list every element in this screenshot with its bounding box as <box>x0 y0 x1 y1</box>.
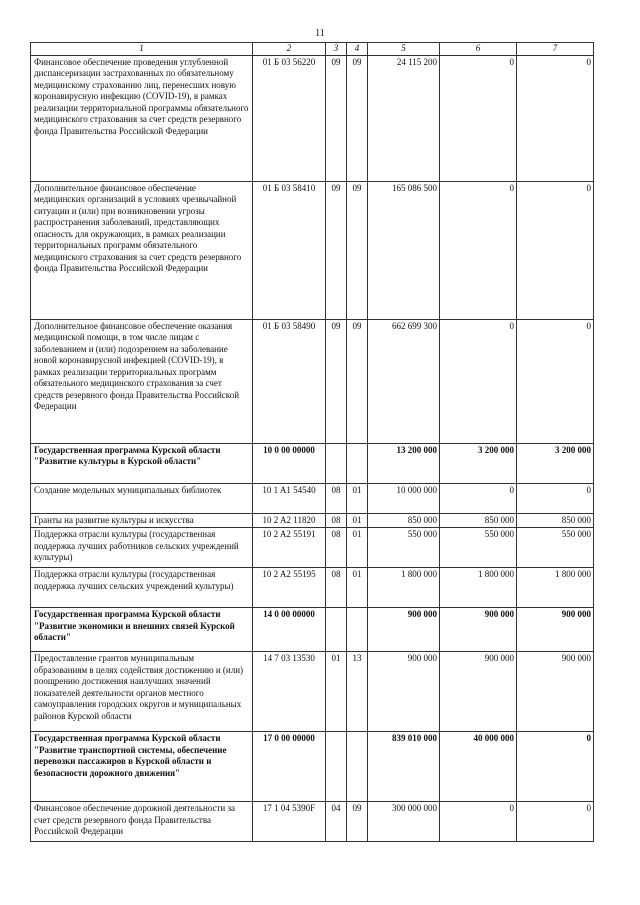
row-value-6: 40 000 000 <box>440 732 517 802</box>
row-subsection <box>347 443 368 483</box>
row-value-7: 3 200 000 <box>517 443 594 483</box>
table-row <box>31 528 594 568</box>
row-value-5: 900 000 <box>368 608 440 652</box>
row-section: 09 <box>326 319 347 443</box>
row-section: 09 <box>326 55 347 181</box>
row-value-5: 900 000 <box>368 652 440 732</box>
header-row <box>31 43 594 56</box>
table-row <box>31 568 594 608</box>
row-name: Предоставление грантов муниципальным образованиям в целях содействия достижению и (или) поощрению достижения наилучших значений показателей деятельности органов местного самоуправления городских округов и муниципальных районов Курской области <box>31 652 253 732</box>
table-row <box>31 181 594 319</box>
row-section: 08 <box>326 528 347 568</box>
row-value-5: 165 086 500 <box>368 181 440 319</box>
row-value-6: 0 <box>440 319 517 443</box>
row-section: 09 <box>326 181 347 319</box>
row-code: 17 0 00 00000 <box>253 732 326 802</box>
row-code: 01 Б 03 58490 <box>253 319 326 443</box>
row-code: 17 1 04 5390F <box>253 802 326 842</box>
row-code: 10 2 A2 55195 <box>253 568 326 608</box>
row-subsection: 09 <box>347 55 368 181</box>
row-value-6: 900 000 <box>440 652 517 732</box>
row-value-7: 1 800 000 <box>517 568 594 608</box>
row-value-5: 24 115 200 <box>368 55 440 181</box>
row-value-7: 0 <box>517 802 594 842</box>
header-col-5: 5 <box>368 43 440 56</box>
row-subsection: 01 <box>347 513 368 528</box>
row-subsection: 01 <box>347 528 368 568</box>
table-row <box>31 802 594 842</box>
row-value-7: 850 000 <box>517 513 594 528</box>
table-row <box>31 483 594 513</box>
row-code: 14 0 00 00000 <box>253 608 326 652</box>
row-value-7: 900 000 <box>517 652 594 732</box>
row-code: 10 2 A2 55191 <box>253 528 326 568</box>
row-value-7: 0 <box>517 319 594 443</box>
row-value-5: 550 000 <box>368 528 440 568</box>
table-row <box>31 513 594 528</box>
table-row-program <box>31 732 594 802</box>
table-row <box>31 652 594 732</box>
table-row <box>31 319 594 443</box>
row-value-7: 0 <box>517 732 594 802</box>
table-row <box>31 55 594 181</box>
row-section: 01 <box>326 652 347 732</box>
row-name: Дополнительное финансовое обеспечение медицинских организаций в условиях чрезвычайной ситуации и (или) при возникновении угрозы распространения заболеваний, представляющих опасность для окружающих, в рамках реализации территориальных программ обязательного медицинского страхования за счет средств резервного фонда Правительства Российской Федерации <box>31 181 253 319</box>
header-col-6: 6 <box>440 43 517 56</box>
row-section <box>326 732 347 802</box>
page-number: 11 <box>315 28 325 39</box>
row-section: 08 <box>326 483 347 513</box>
row-value-6: 0 <box>440 55 517 181</box>
row-value-6: 3 200 000 <box>440 443 517 483</box>
row-name: Финансовое обеспечение дорожной деятельности за счет средств резервного фонда Правительства Российской Федерации <box>31 802 253 842</box>
row-value-5: 850 000 <box>368 513 440 528</box>
header-col-7: 7 <box>517 43 594 56</box>
row-value-6: 0 <box>440 483 517 513</box>
row-code: 14 7 03 13530 <box>253 652 326 732</box>
row-name: Поддержка отрасли культуры (государственная поддержка лучших работников сельских учреждений культуры) <box>31 528 253 568</box>
row-name: Государственная программа Курской области "Развитие экономики и внешних связей Курской области" <box>31 608 253 652</box>
row-name: Гранты на развитие культуры и искусства <box>31 513 253 528</box>
row-code: 10 0 00 00000 <box>253 443 326 483</box>
row-code: 10 2 A2 11820 <box>253 513 326 528</box>
row-value-7: 0 <box>517 483 594 513</box>
row-value-6: 850 000 <box>440 513 517 528</box>
row-value-6: 1 800 000 <box>440 568 517 608</box>
row-value-6: 0 <box>440 181 517 319</box>
row-value-5: 662 699 300 <box>368 319 440 443</box>
row-code: 01 Б 03 58410 <box>253 181 326 319</box>
row-name: Создание модельных муниципальных библиотек <box>31 483 253 513</box>
row-value-7: 900 000 <box>517 608 594 652</box>
row-value-7: 550 000 <box>517 528 594 568</box>
row-subsection: 09 <box>347 319 368 443</box>
row-value-5: 13 200 000 <box>368 443 440 483</box>
header-col-2: 2 <box>253 43 326 56</box>
row-value-6: 550 000 <box>440 528 517 568</box>
row-subsection <box>347 732 368 802</box>
row-subsection: 09 <box>347 802 368 842</box>
row-subsection: 09 <box>347 181 368 319</box>
row-value-5: 300 000 000 <box>368 802 440 842</box>
row-subsection <box>347 608 368 652</box>
header-col-1: 1 <box>31 43 253 56</box>
header-col-3: 3 <box>326 43 347 56</box>
header-col-4: 4 <box>347 43 368 56</box>
row-subsection: 01 <box>347 568 368 608</box>
table-row-program <box>31 608 594 652</box>
row-section: 04 <box>326 802 347 842</box>
row-value-6: 900 000 <box>440 608 517 652</box>
row-value-5: 10 000 000 <box>368 483 440 513</box>
row-name: Финансовое обеспечение проведения углубленной диспансеризации застрахованных по обязательному медицинскому страхованию лиц, перенесших новую коронавирусную инфекцию (COVID-19), в рамках реализации территориальной программы обязательного медицинского страхования за счет средств резервного фонда Правительства Российской Федерации <box>31 55 253 181</box>
row-value-7: 0 <box>517 181 594 319</box>
row-name: Государственная программа Курской области "Развитие транспортной системы, обеспечение перевозки пассажиров в Курской области и безопасности дорожного движения" <box>31 732 253 802</box>
row-value-7: 0 <box>517 55 594 181</box>
row-name: Государственная программа Курской области "Развитие культуры в Курской области" <box>31 443 253 483</box>
row-section: 08 <box>326 513 347 528</box>
row-code: 01 Б 03 56220 <box>253 55 326 181</box>
row-section: 08 <box>326 568 347 608</box>
row-value-5: 1 800 000 <box>368 568 440 608</box>
row-name: Поддержка отрасли культуры (государственная поддержка лучших сельских учреждений культуры) <box>31 568 253 608</box>
row-value-6: 0 <box>440 802 517 842</box>
row-name: Дополнительное финансовое обеспечение оказания медицинской помощи, в том числе лицам с заболеванием и (или) подозрением на заболевание новой коронавирусной инфекцией (COVID-19), в рамках реализации территориальных программ обязательного медицинского страхования за счет средств резервного фонда Правительства Российской Федерации <box>31 319 253 443</box>
row-subsection: 13 <box>347 652 368 732</box>
budget-table <box>30 42 594 842</box>
table-row-program <box>31 443 594 483</box>
row-section <box>326 443 347 483</box>
row-section <box>326 608 347 652</box>
row-subsection: 01 <box>347 483 368 513</box>
row-value-5: 839 010 000 <box>368 732 440 802</box>
row-code: 10 1 A1 54540 <box>253 483 326 513</box>
